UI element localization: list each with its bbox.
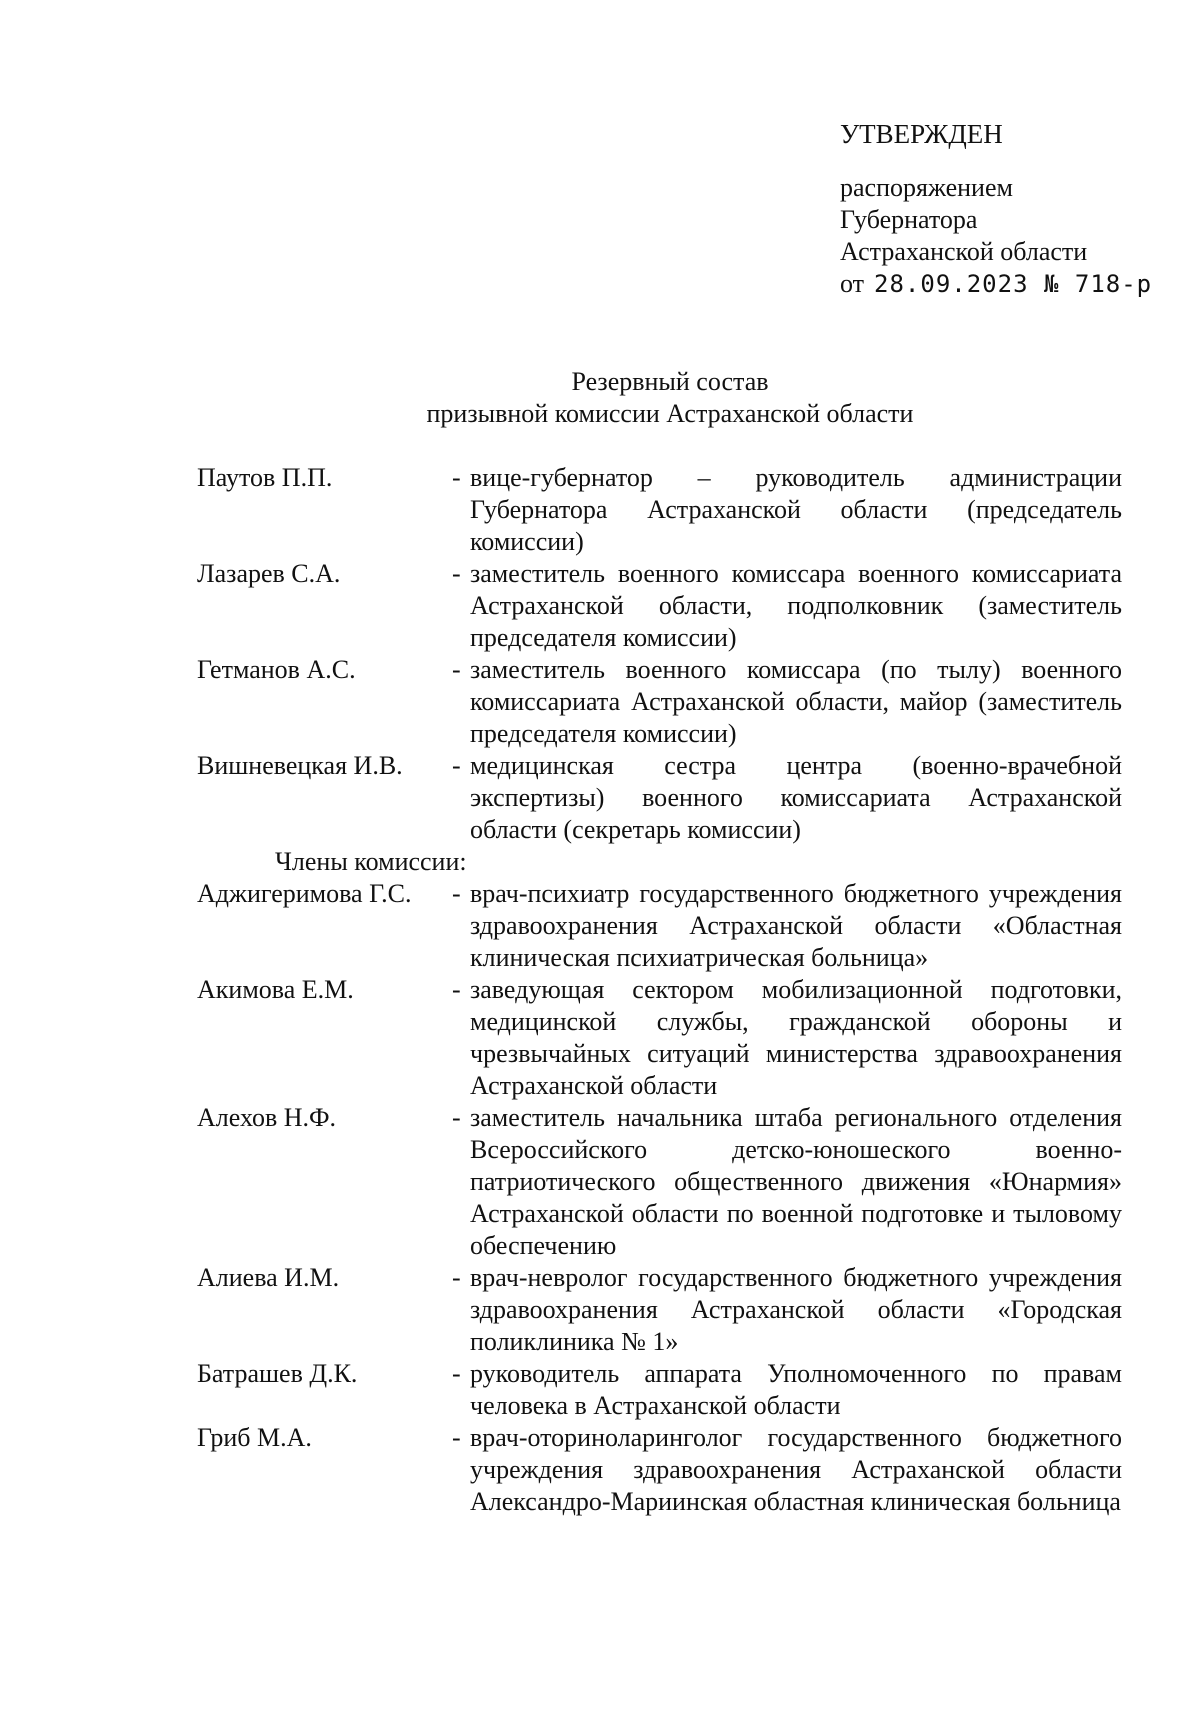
dash-separator: - — [452, 1263, 461, 1292]
member-role: заместитель военного комиссара (по тылу) военного комиссариата Астраханской области, майор (заместитель председателя комиссии) — [470, 655, 1122, 748]
member-name: Паутов П.П. — [197, 463, 333, 492]
roster-row — [197, 878, 1122, 974]
dash-separator: - — [452, 1103, 461, 1132]
member-role: вице-губернатор – руководитель администрации Губернатора Астраханской области (председатель комиссии) — [470, 463, 1122, 556]
approval-line-1: распоряжением — [840, 173, 1013, 202]
member-name: Гетманов А.С. — [197, 655, 356, 684]
date-stamp: 28.09.2023 № 718-р — [874, 270, 1153, 298]
member-name: Аджигеримова Г.С. — [197, 879, 412, 908]
approval-line-3: Астраханской области — [840, 237, 1088, 266]
dash-separator: - — [452, 655, 461, 684]
approval-line-2: Губернатора — [840, 205, 978, 234]
document-title — [0, 366, 1200, 430]
member-role: заместитель военного комиссара военного комиссариата Астраханской области, подполковник (заместитель председателя комиссии) — [470, 559, 1122, 652]
dash-separator: - — [452, 1359, 461, 1388]
dash-separator: - — [452, 751, 461, 780]
approval-block — [840, 118, 1170, 300]
member-name: Лазарев С.А. — [197, 559, 341, 588]
roster-row — [197, 1262, 1122, 1358]
roster-row — [197, 1422, 1122, 1518]
date-prefix: от — [840, 269, 865, 298]
commission-roster — [197, 462, 1122, 1518]
title-line-1: Резервный состав — [571, 367, 769, 396]
roster-row — [197, 654, 1122, 750]
member-name: Алиева И.М. — [197, 1263, 340, 1292]
dash-separator: - — [452, 1423, 461, 1452]
dash-separator: - — [452, 559, 461, 588]
roster-row — [197, 1102, 1122, 1262]
member-name: Вишневецкая И.В. — [197, 751, 403, 780]
member-name: Акимова Е.М. — [197, 975, 354, 1004]
roster-row — [197, 558, 1122, 654]
member-name: Гриб М.А. — [197, 1423, 312, 1452]
member-role: врач-оториноларинголог государственного бюджетного учреждения здравоохранения Астраханской области Александро-Мариинская областная клиническая больница — [470, 1423, 1122, 1516]
roster-row — [197, 974, 1122, 1102]
member-role: врач-психиатр государственного бюджетного учреждения здравоохранения Астраханской области «Областная клиническая психиатрическая больница» — [470, 879, 1122, 972]
approval-heading: УТВЕРЖДЕН — [840, 119, 1003, 149]
roster-row — [197, 750, 1122, 846]
member-role: медицинская сестра центра (военно-врачебной экспертизы) военного комиссариата Астраханской области (секретарь комиссии) — [470, 751, 1122, 844]
approval-date-line — [840, 268, 1170, 300]
member-role: руководитель аппарата Уполномоченного по правам человека в Астраханской области — [470, 1359, 1122, 1420]
roster-row — [197, 462, 1122, 558]
title-line-2: призывной комиссии Астраханской области — [426, 399, 914, 428]
dash-separator: - — [452, 975, 461, 1004]
roster-row — [197, 1358, 1122, 1422]
member-role: врач-невролог государственного бюджетного учреждения здравоохранения Астраханской области «Городская поликлиника № 1» — [470, 1263, 1122, 1356]
member-name: Батрашев Д.К. — [197, 1359, 358, 1388]
member-role: заведующая сектором мобилизационной подготовки, медицинской службы, гражданской обороны и чрезвычайных ситуаций министерства здравоохранения Астраханской области — [470, 975, 1122, 1100]
dash-separator: - — [452, 879, 461, 908]
dash-separator: - — [452, 463, 461, 492]
members-heading: Члены комиссии: — [275, 847, 467, 876]
member-role: заместитель начальника штаба регионального отделения Всероссийского детско-юношеского военно-патриотического общественного движения «Юнармия» Астраханской области по военной подготовке и тыловому обеспечению — [470, 1103, 1122, 1260]
member-name: Алехов Н.Ф. — [197, 1103, 337, 1132]
